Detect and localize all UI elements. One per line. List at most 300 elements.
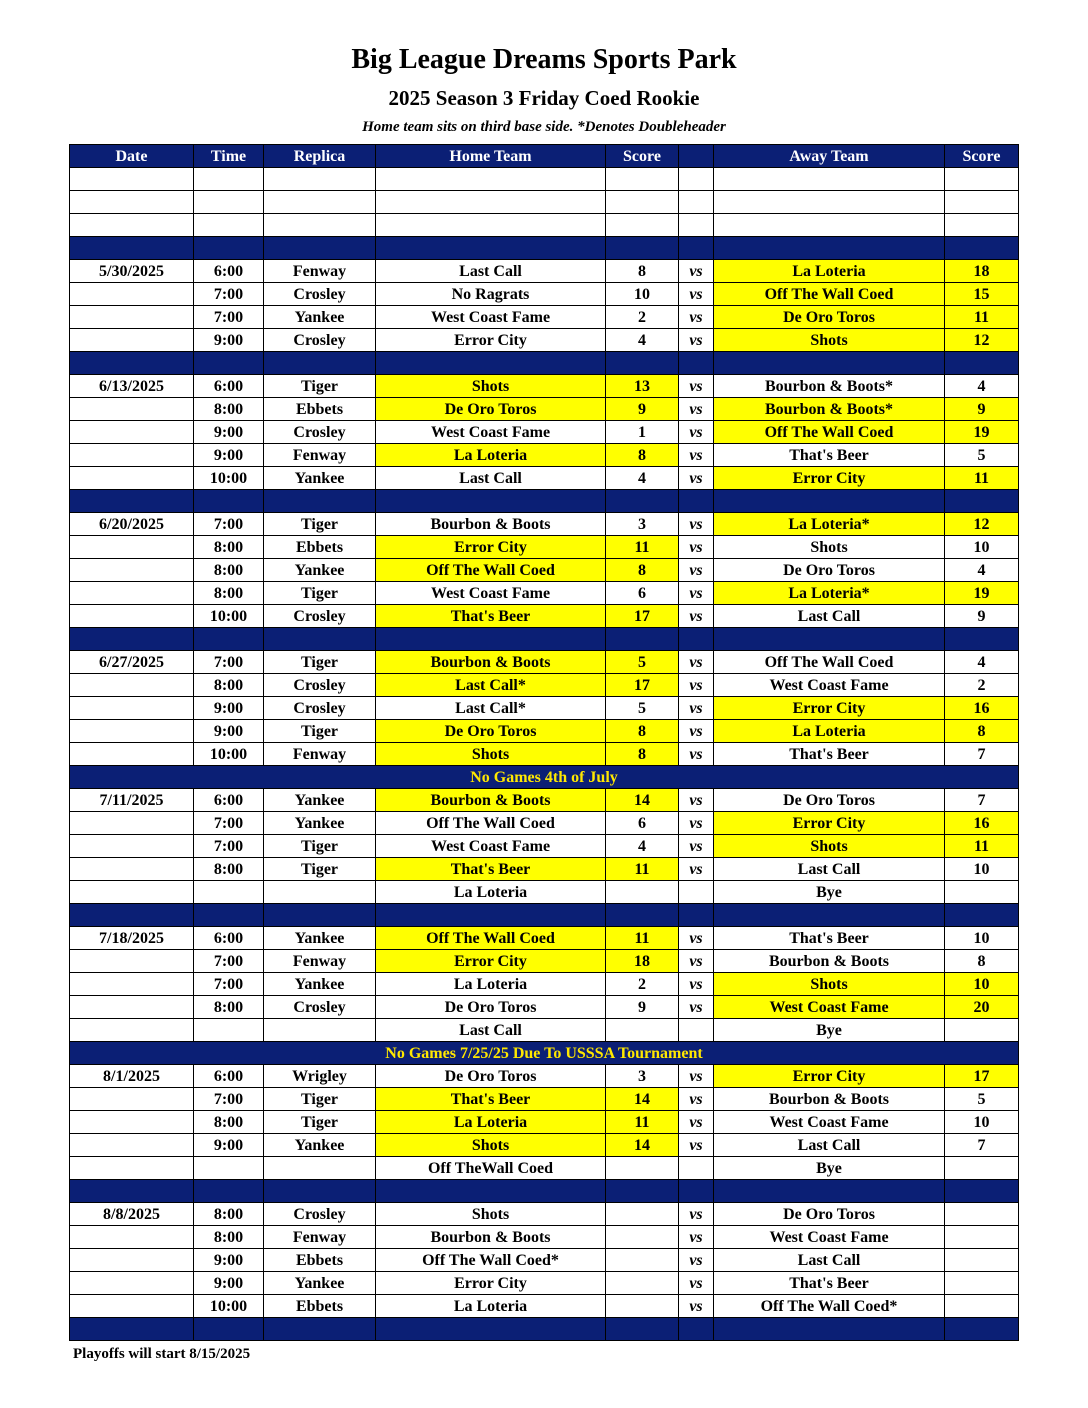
vs-cell: vs	[679, 1134, 714, 1157]
replica-cell: Ebbets	[264, 536, 376, 559]
separator-row	[70, 904, 1019, 927]
banner-row	[70, 766, 1019, 789]
game-row	[70, 697, 1019, 720]
game-row	[70, 1203, 1019, 1226]
date-cell	[70, 1249, 194, 1272]
home-team-cell: Off The Wall Coed	[376, 927, 606, 950]
home-team-cell	[376, 352, 606, 375]
away-score-cell: 7	[945, 743, 1019, 766]
page-title: Big League Dreams Sports Park	[351, 44, 737, 75]
date-cell: 8/1/2025	[70, 1065, 194, 1088]
date-cell	[70, 421, 194, 444]
home-team-cell	[376, 1180, 606, 1203]
col-header-replica: Replica	[264, 145, 376, 168]
replica-cell: Crosley	[264, 996, 376, 1019]
home-score-cell: 8	[606, 444, 679, 467]
separator-row	[70, 352, 1019, 375]
page-subtitle: 2025 Season 3 Friday Coed Rookie	[388, 86, 700, 110]
home-team-cell: Bourbon & Boots	[376, 789, 606, 812]
time-cell: 8:00	[194, 582, 264, 605]
time-cell	[194, 1180, 264, 1203]
away-score-cell: 8	[945, 950, 1019, 973]
time-cell: 8:00	[194, 996, 264, 1019]
vs-cell	[679, 881, 714, 904]
away-team-cell: La Loteria*	[714, 513, 945, 536]
home-team-cell: Off The Wall Coed	[376, 812, 606, 835]
home-team-cell: Shots	[376, 1203, 606, 1226]
replica-cell: Tiger	[264, 835, 376, 858]
time-cell: 8:00	[194, 559, 264, 582]
vs-cell: vs	[679, 1203, 714, 1226]
away-team-cell	[714, 237, 945, 260]
game-row	[70, 1134, 1019, 1157]
date-cell	[70, 881, 194, 904]
away-score-cell: 9	[945, 398, 1019, 421]
game-row	[70, 812, 1019, 835]
vs-cell: vs	[679, 674, 714, 697]
away-team-cell: Shots	[714, 973, 945, 996]
home-team-cell: Off The Wall Coed*	[376, 1249, 606, 1272]
home-score-cell: 3	[606, 513, 679, 536]
away-team-cell: Shots	[714, 329, 945, 352]
time-cell: 10:00	[194, 605, 264, 628]
vs-cell: vs	[679, 582, 714, 605]
replica-cell: Fenway	[264, 260, 376, 283]
home-score-cell	[606, 1203, 679, 1226]
replica-cell	[264, 214, 376, 237]
away-team-cell: West Coast Fame	[714, 996, 945, 1019]
game-row	[70, 973, 1019, 996]
col-header-time: Time	[194, 145, 264, 168]
home-score-cell	[606, 214, 679, 237]
away-team-cell	[714, 191, 945, 214]
away-score-cell	[945, 1295, 1019, 1318]
vs-cell: vs	[679, 1088, 714, 1111]
home-team-cell: Last Call*	[376, 697, 606, 720]
away-team-cell: Bye	[714, 1019, 945, 1042]
game-row	[70, 1272, 1019, 1295]
time-cell: 7:00	[194, 950, 264, 973]
game-row	[70, 927, 1019, 950]
time-cell: 9:00	[194, 1272, 264, 1295]
vs-cell	[679, 352, 714, 375]
home-score-cell: 18	[606, 950, 679, 973]
vs-cell: vs	[679, 1226, 714, 1249]
home-score-cell: 1	[606, 421, 679, 444]
away-score-cell: 7	[945, 789, 1019, 812]
time-cell	[194, 881, 264, 904]
game-row	[70, 375, 1019, 398]
home-score-cell: 5	[606, 697, 679, 720]
col-header-home-score: Score	[606, 145, 679, 168]
time-cell: 7:00	[194, 973, 264, 996]
away-team-cell: That's Beer	[714, 1272, 945, 1295]
away-team-cell: That's Beer	[714, 743, 945, 766]
away-team-cell: De Oro Toros	[714, 306, 945, 329]
home-team-cell	[376, 490, 606, 513]
date-cell	[70, 444, 194, 467]
blank-row	[70, 214, 1019, 237]
replica-cell	[264, 1318, 376, 1341]
game-row	[70, 421, 1019, 444]
replica-cell	[264, 352, 376, 375]
date-cell	[70, 1111, 194, 1134]
away-score-cell	[945, 1226, 1019, 1249]
home-score-cell	[606, 1272, 679, 1295]
separator-row	[70, 237, 1019, 260]
date-cell	[70, 237, 194, 260]
home-team-cell: That's Beer	[376, 605, 606, 628]
date-cell	[70, 605, 194, 628]
home-team-cell: Bourbon & Boots	[376, 651, 606, 674]
away-team-cell: That's Beer	[714, 444, 945, 467]
away-team-cell	[714, 168, 945, 191]
game-row	[70, 1226, 1019, 1249]
home-team-cell: Shots	[376, 375, 606, 398]
vs-cell	[679, 214, 714, 237]
away-score-cell: 11	[945, 835, 1019, 858]
home-score-cell: 6	[606, 582, 679, 605]
home-team-cell: Shots	[376, 1134, 606, 1157]
vs-cell: vs	[679, 789, 714, 812]
home-team-cell: La Loteria	[376, 973, 606, 996]
game-row	[70, 1111, 1019, 1134]
away-team-cell	[714, 490, 945, 513]
home-score-cell	[606, 1019, 679, 1042]
replica-cell: Yankee	[264, 559, 376, 582]
away-team-cell	[714, 214, 945, 237]
game-row	[70, 881, 1019, 904]
col-header-away-team: Away Team	[714, 145, 945, 168]
date-cell	[70, 996, 194, 1019]
replica-cell: Crosley	[264, 1203, 376, 1226]
time-cell: 7:00	[194, 306, 264, 329]
game-row	[70, 329, 1019, 352]
home-score-cell: 2	[606, 973, 679, 996]
away-team-cell: La Loteria	[714, 260, 945, 283]
vs-cell: vs	[679, 858, 714, 881]
vs-cell	[679, 1157, 714, 1180]
away-team-cell: Off The Wall Coed	[714, 283, 945, 306]
away-team-cell: Off The Wall Coed	[714, 651, 945, 674]
replica-cell	[264, 168, 376, 191]
time-cell: 9:00	[194, 1134, 264, 1157]
schedule-body	[70, 168, 1019, 1341]
vs-cell: vs	[679, 283, 714, 306]
home-score-cell	[606, 1249, 679, 1272]
home-score-cell	[606, 352, 679, 375]
replica-cell: Fenway	[264, 950, 376, 973]
vs-cell: vs	[679, 375, 714, 398]
time-cell: 10:00	[194, 467, 264, 490]
date-cell	[70, 674, 194, 697]
vs-cell: vs	[679, 1295, 714, 1318]
vs-cell: vs	[679, 720, 714, 743]
game-row	[70, 789, 1019, 812]
away-team-cell: De Oro Toros	[714, 789, 945, 812]
home-team-cell: La Loteria	[376, 444, 606, 467]
away-score-cell: 17	[945, 1065, 1019, 1088]
date-cell	[70, 168, 194, 191]
date-cell: 8/8/2025	[70, 1203, 194, 1226]
away-team-cell: Last Call	[714, 605, 945, 628]
time-cell: 6:00	[194, 375, 264, 398]
home-team-cell	[376, 628, 606, 651]
game-row	[70, 306, 1019, 329]
date-cell	[70, 1180, 194, 1203]
time-cell	[194, 628, 264, 651]
game-row	[70, 1157, 1019, 1180]
away-score-cell	[945, 191, 1019, 214]
replica-cell	[264, 1157, 376, 1180]
vs-cell	[679, 1019, 714, 1042]
date-cell: 6/20/2025	[70, 513, 194, 536]
home-team-cell	[376, 191, 606, 214]
time-cell	[194, 904, 264, 927]
date-cell	[70, 582, 194, 605]
home-team-cell: No Ragrats	[376, 283, 606, 306]
home-team-cell	[376, 168, 606, 191]
home-team-cell: That's Beer	[376, 1088, 606, 1111]
home-team-cell	[376, 214, 606, 237]
replica-cell: Crosley	[264, 283, 376, 306]
home-team-cell: Last Call	[376, 467, 606, 490]
away-score-cell: 4	[945, 559, 1019, 582]
home-team-cell	[376, 237, 606, 260]
time-cell: 9:00	[194, 421, 264, 444]
home-team-cell: Error City	[376, 329, 606, 352]
time-cell: 8:00	[194, 398, 264, 421]
away-score-cell: 19	[945, 582, 1019, 605]
replica-cell: Ebbets	[264, 398, 376, 421]
away-score-cell: 2	[945, 674, 1019, 697]
home-score-cell	[606, 881, 679, 904]
time-cell: 9:00	[194, 444, 264, 467]
date-cell	[70, 283, 194, 306]
replica-cell	[264, 1019, 376, 1042]
date-cell	[70, 214, 194, 237]
replica-cell	[264, 628, 376, 651]
home-score-cell: 4	[606, 467, 679, 490]
away-score-cell: 10	[945, 1111, 1019, 1134]
home-team-cell: De Oro Toros	[376, 1065, 606, 1088]
away-team-cell: Bye	[714, 1157, 945, 1180]
date-cell	[70, 720, 194, 743]
home-team-cell: That's Beer	[376, 858, 606, 881]
vs-cell: vs	[679, 329, 714, 352]
away-team-cell: De Oro Toros	[714, 559, 945, 582]
vs-cell: vs	[679, 835, 714, 858]
home-team-cell: La Loteria	[376, 881, 606, 904]
away-team-cell: Bourbon & Boots*	[714, 398, 945, 421]
date-cell: 6/13/2025	[70, 375, 194, 398]
home-score-cell: 10	[606, 283, 679, 306]
game-row	[70, 720, 1019, 743]
away-score-cell	[945, 237, 1019, 260]
vs-cell: vs	[679, 697, 714, 720]
home-team-cell: La Loteria	[376, 1295, 606, 1318]
home-score-cell: 3	[606, 1065, 679, 1088]
game-row	[70, 398, 1019, 421]
away-score-cell: 4	[945, 651, 1019, 674]
date-cell: 7/11/2025	[70, 789, 194, 812]
date-cell	[70, 628, 194, 651]
away-score-cell: 15	[945, 283, 1019, 306]
col-header-home-team: Home Team	[376, 145, 606, 168]
game-row	[70, 582, 1019, 605]
date-cell	[70, 1318, 194, 1341]
home-score-cell: 9	[606, 996, 679, 1019]
away-team-cell: Last Call	[714, 858, 945, 881]
date-cell	[70, 973, 194, 996]
home-team-cell: La Loteria	[376, 1111, 606, 1134]
home-team-cell	[376, 904, 606, 927]
replica-cell: Yankee	[264, 1272, 376, 1295]
time-cell	[194, 1318, 264, 1341]
replica-cell: Fenway	[264, 743, 376, 766]
vs-cell: vs	[679, 260, 714, 283]
away-score-cell	[945, 214, 1019, 237]
date-cell	[70, 536, 194, 559]
away-score-cell: 11	[945, 306, 1019, 329]
replica-cell	[264, 237, 376, 260]
home-score-cell: 11	[606, 858, 679, 881]
replica-cell: Tiger	[264, 858, 376, 881]
home-team-cell: Last Call	[376, 260, 606, 283]
replica-cell	[264, 881, 376, 904]
vs-cell: vs	[679, 421, 714, 444]
home-team-cell: De Oro Toros	[376, 398, 606, 421]
away-score-cell	[945, 1272, 1019, 1295]
time-cell: 8:00	[194, 536, 264, 559]
time-cell: 9:00	[194, 1249, 264, 1272]
home-team-cell: Off The Wall Coed	[376, 559, 606, 582]
vs-cell: vs	[679, 950, 714, 973]
replica-cell	[264, 1180, 376, 1203]
time-cell: 9:00	[194, 329, 264, 352]
home-score-cell: 14	[606, 1134, 679, 1157]
time-cell	[194, 191, 264, 214]
replica-cell: Crosley	[264, 329, 376, 352]
home-score-cell: 17	[606, 605, 679, 628]
vs-cell: vs	[679, 536, 714, 559]
time-cell: 7:00	[194, 513, 264, 536]
home-score-cell: 8	[606, 260, 679, 283]
game-row	[70, 651, 1019, 674]
vs-cell: vs	[679, 467, 714, 490]
game-row	[70, 743, 1019, 766]
footer-note: Playoffs will start 8/15/2025	[73, 1346, 251, 1362]
home-score-cell: 9	[606, 398, 679, 421]
home-score-cell: 8	[606, 720, 679, 743]
home-score-cell: 13	[606, 375, 679, 398]
away-team-cell	[714, 352, 945, 375]
away-score-cell	[945, 904, 1019, 927]
separator-row	[70, 1318, 1019, 1341]
replica-cell: Crosley	[264, 605, 376, 628]
vs-cell: vs	[679, 812, 714, 835]
date-cell	[70, 559, 194, 582]
away-score-cell: 8	[945, 720, 1019, 743]
away-team-cell: West Coast Fame	[714, 1111, 945, 1134]
time-cell	[194, 214, 264, 237]
vs-cell: vs	[679, 927, 714, 950]
away-team-cell: Last Call	[714, 1249, 945, 1272]
away-score-cell: 11	[945, 467, 1019, 490]
away-score-cell	[945, 352, 1019, 375]
home-team-cell: De Oro Toros	[376, 720, 606, 743]
home-team-cell: West Coast Fame	[376, 421, 606, 444]
time-cell: 7:00	[194, 651, 264, 674]
home-score-cell: 17	[606, 674, 679, 697]
game-row	[70, 858, 1019, 881]
date-cell	[70, 467, 194, 490]
time-cell	[194, 490, 264, 513]
game-row	[70, 950, 1019, 973]
home-score-cell: 11	[606, 927, 679, 950]
away-team-cell: Bourbon & Boots*	[714, 375, 945, 398]
game-row	[70, 674, 1019, 697]
home-score-cell: 2	[606, 306, 679, 329]
away-score-cell	[945, 628, 1019, 651]
vs-cell	[679, 237, 714, 260]
replica-cell: Tiger	[264, 513, 376, 536]
vs-cell: vs	[679, 605, 714, 628]
vs-cell	[679, 490, 714, 513]
away-score-cell	[945, 168, 1019, 191]
time-cell: 7:00	[194, 812, 264, 835]
vs-cell: vs	[679, 973, 714, 996]
home-score-cell: 8	[606, 743, 679, 766]
time-cell: 7:00	[194, 835, 264, 858]
away-score-cell: 10	[945, 927, 1019, 950]
vs-cell: vs	[679, 1249, 714, 1272]
time-cell: 10:00	[194, 743, 264, 766]
vs-cell: vs	[679, 1065, 714, 1088]
date-cell: 7/18/2025	[70, 927, 194, 950]
away-score-cell: 10	[945, 973, 1019, 996]
home-score-cell: 11	[606, 536, 679, 559]
vs-cell: vs	[679, 559, 714, 582]
replica-cell: Yankee	[264, 789, 376, 812]
time-cell	[194, 352, 264, 375]
game-row	[70, 835, 1019, 858]
home-team-cell: West Coast Fame	[376, 306, 606, 329]
separator-row	[70, 490, 1019, 513]
game-row	[70, 260, 1019, 283]
away-team-cell: Bye	[714, 881, 945, 904]
time-cell: 8:00	[194, 1203, 264, 1226]
home-score-cell: 14	[606, 789, 679, 812]
time-cell	[194, 237, 264, 260]
replica-cell: Ebbets	[264, 1249, 376, 1272]
date-cell	[70, 1157, 194, 1180]
home-team-cell	[376, 1318, 606, 1341]
home-score-cell: 5	[606, 651, 679, 674]
replica-cell: Yankee	[264, 927, 376, 950]
game-row	[70, 1019, 1019, 1042]
schedule-table	[69, 144, 1019, 1341]
away-score-cell: 18	[945, 260, 1019, 283]
away-team-cell: Error City	[714, 812, 945, 835]
vs-cell	[679, 904, 714, 927]
replica-cell: Fenway	[264, 1226, 376, 1249]
date-cell	[70, 1134, 194, 1157]
away-team-cell: Off The Wall Coed*	[714, 1295, 945, 1318]
home-team-cell: Bourbon & Boots	[376, 1226, 606, 1249]
home-team-cell: Error City	[376, 1272, 606, 1295]
time-cell	[194, 1157, 264, 1180]
